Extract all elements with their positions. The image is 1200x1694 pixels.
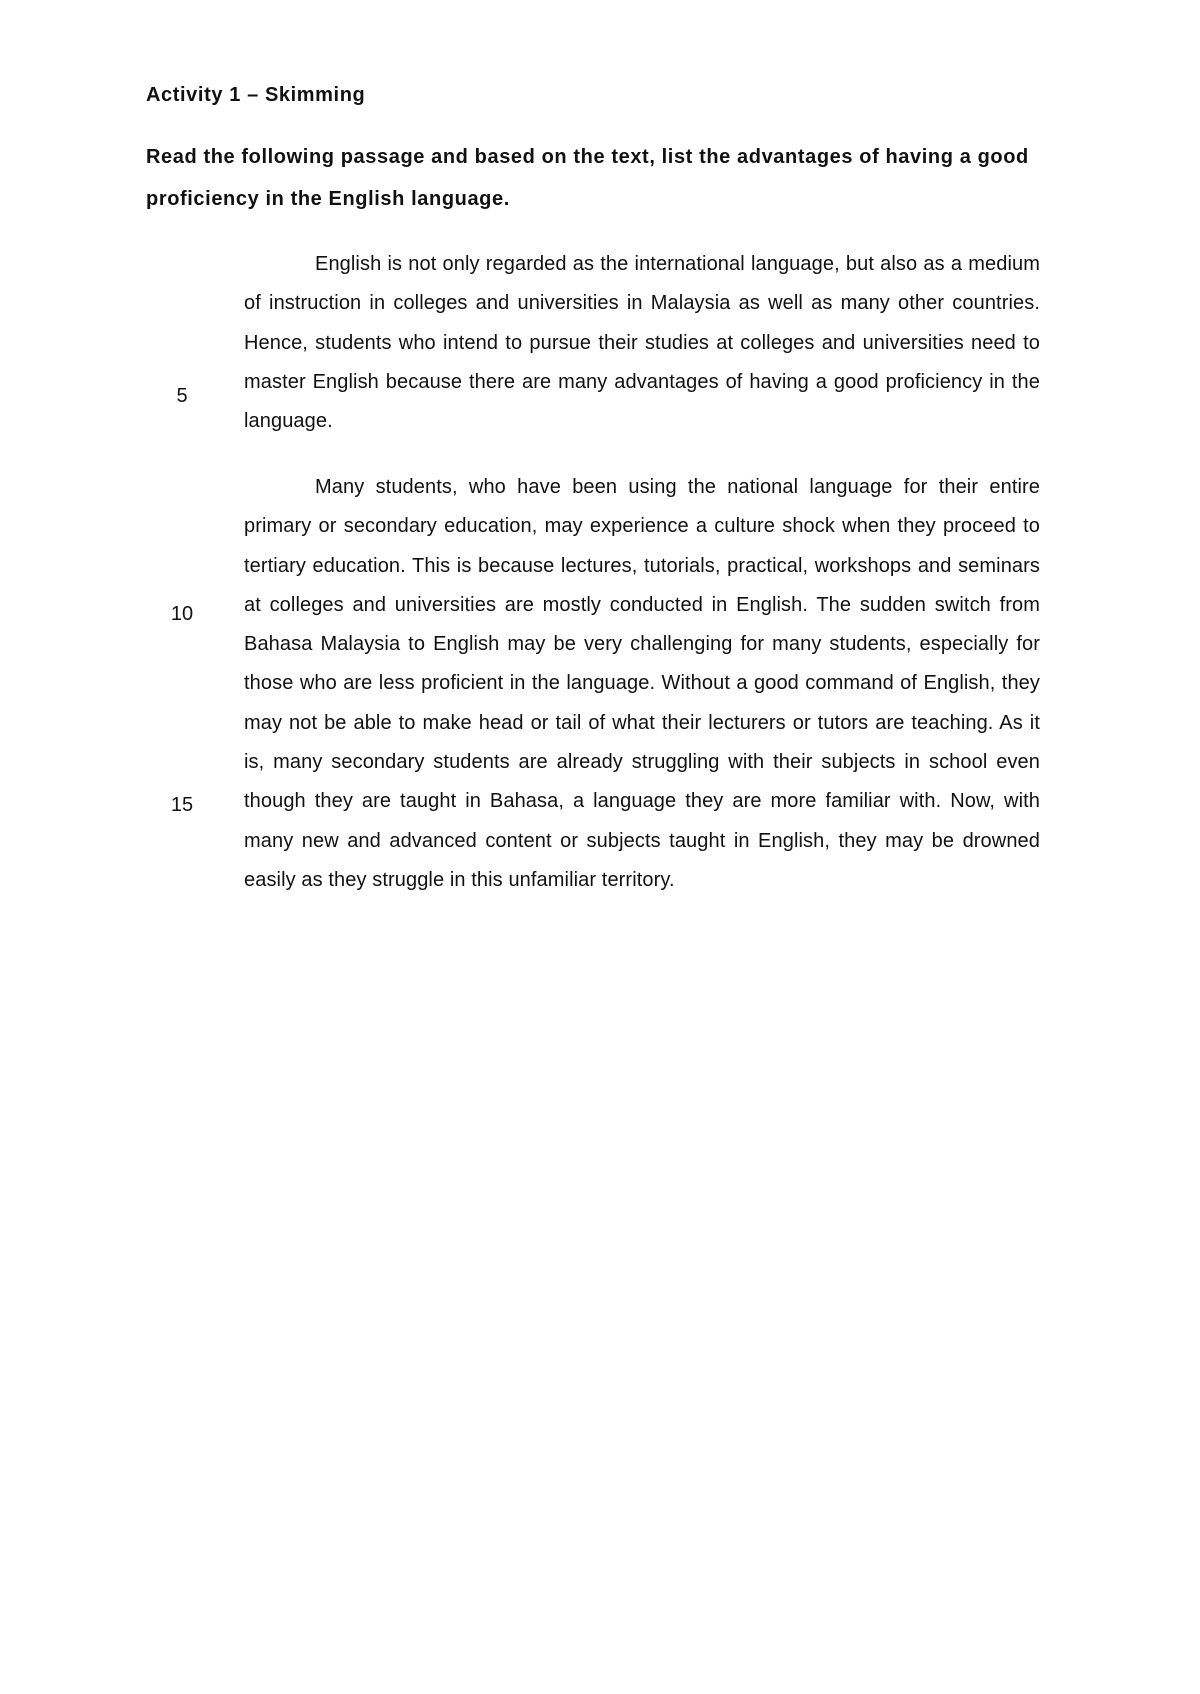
line-number-15: 15: [170, 794, 194, 816]
passage-paragraph-2: Many students, who have been using the national language for their entire primary or secondary education, may experience a culture shock when they proceed to tertiary education. This is because lectures, tutorials, practical, workshops and seminars at colleges and universities are mostly conducted in English. The sudden switch from Bahasa Malaysia to English may be very challenging for many students, especially for those who are less proficient in the language. Without a good command of English, they may not be able to make head or tail of what their lecturers or tutors are teaching. As it is, many secondary students are already struggling with their subjects in school even though they are taught in Bahasa, a language they are more familiar with. Now, with many new and advanced content or subjects taught in English, they may be drowned easily as they struggle in this unfamiliar territory.: [244, 476, 1040, 891]
line-number-5: 5: [176, 385, 188, 407]
activity-title: Activity 1 – Skimming: [146, 84, 366, 106]
line-number-10: 10: [170, 603, 194, 625]
instruction-text: Read the following passage and based on the text, list the advantages of having a good proficiency in the English language.: [146, 146, 1029, 210]
passage-paragraph-1: English is not only regarded as the international language, but also as a medium of instruction in colleges and universities in Malaysia as well as many other countries. Hence, students who intend to pursue their studies at colleges and universities need to master English because there are many advantages of having a good proficiency in the language.: [244, 253, 1040, 433]
